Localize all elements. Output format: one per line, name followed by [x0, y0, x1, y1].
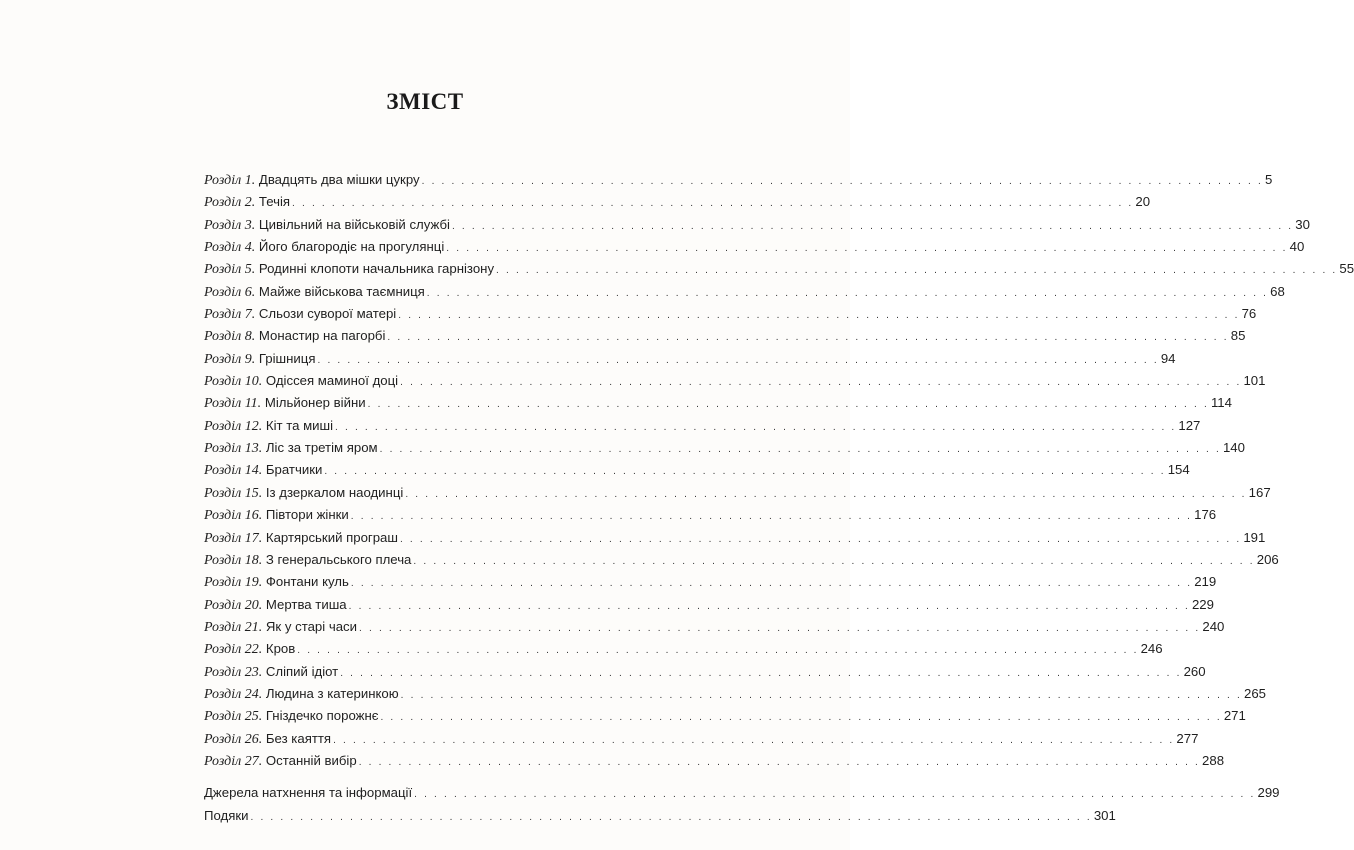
table-of-contents [204, 169, 1354, 827]
dot-leader: . . . . . . . . . . . . . . . . . . . . . . . . . . . . . . . . . . . . . . . . . . . . . . . . . . . . . . . . . . . . . . . . . . . . . . . . . . . . . . . . . . . . . [398, 310, 1240, 322]
chapter-prefix: Розділ 20. [204, 597, 263, 613]
chapter-title: Родинні клопоти начальника гарнізону [258, 261, 495, 277]
toc-entry-label [204, 705, 378, 728]
toc-entry-label [204, 638, 295, 661]
toc-entry-label [204, 191, 290, 214]
chapter-title: Джерела натхнення та інформації [204, 785, 413, 801]
dot-leader: . . . . . . . . . . . . . . . . . . . . . . . . . . . . . . . . . . . . . . . . . . . . . . . . . . . . . . . . . . . . . . . . . . . . . . . . . . . . . . . . . . . . . [317, 354, 1159, 366]
chapter-prefix: Розділ 9. [204, 351, 256, 367]
page-number: 40 [1289, 239, 1305, 255]
chapter-title: Без каяття [265, 730, 332, 746]
page-number: 246 [1140, 641, 1163, 657]
page-number: 240 [1202, 618, 1225, 634]
page-number: 191 [1243, 529, 1266, 545]
page-number: 5 [1264, 172, 1273, 187]
page-title: ЗМІСТ [386, 89, 464, 114]
chapter-title: Із дзеркалом наодинці [265, 484, 404, 500]
chapter-prefix: Розділ 4. [204, 240, 256, 256]
toc-chapter-row [204, 549, 1279, 571]
chapter-title: Картярський програш [265, 529, 398, 545]
chapter-prefix: Розділ 8. [204, 329, 256, 345]
toc-chapter-row [204, 415, 1201, 437]
toc-entry-label [204, 594, 347, 617]
chapter-title: Грішниця [258, 350, 316, 366]
toc-entry-label [204, 370, 398, 393]
chapter-prefix: Розділ 13. [204, 441, 263, 457]
chapter-title: Монастир на пагорбі [258, 328, 386, 344]
page-number: 299 [1257, 785, 1280, 801]
chapter-prefix: Розділ 14. [204, 463, 263, 479]
chapter-title: Мільйонер війни [264, 395, 366, 411]
chapter-title: Людина з катеринкою [265, 685, 399, 701]
dot-leader: . . . . . . . . . . . . . . . . . . . . . . . . . . . . . . . . . . . . . . . . . . . . . . . . . . . . . . . . . . . . . . . . . . . . . . . . . . . . . . . . . . . . . [359, 622, 1201, 634]
chapter-prefix: Розділ 25. [204, 709, 263, 725]
toc-entry-label [204, 571, 349, 594]
chapter-title: Фонтани куль [265, 574, 349, 590]
chapter-title: Останній вибір [265, 752, 357, 768]
toc-entry-label [204, 661, 338, 684]
dot-leader: . . . . . . . . . . . . . . . . . . . . . . . . . . . . . . . . . . . . . . . . . . . . . . . . . . . . . . . . . . . . . . . . . . . . . . . . . . . . . . . . . . . . . [367, 399, 1209, 411]
dot-leader: . . . . . . . . . . . . . . . . . . . . . . . . . . . . . . . . . . . . . . . . . . . . . . . . . . . . . . . . . . . . . . . . . . . . . . . . . . . . . . . . . . . . . [400, 689, 1242, 701]
toc-chapter-row [204, 236, 1305, 258]
dot-leader: . . . . . . . . . . . . . . . . . . . . . . . . . . . . . . . . . . . . . . . . . . . . . . . . . . . . . . . . . . . . . . . . . . . . . . . . . . . . . . . . . . . . . [413, 555, 1255, 567]
chapter-prefix: Розділ 22. [204, 642, 263, 658]
chapter-title: Мертва тиша [265, 596, 347, 612]
page-number: 101 [1243, 373, 1266, 389]
chapter-prefix: Розділ 16. [204, 508, 263, 524]
page-number: 277 [1176, 730, 1199, 746]
page-number: 68 [1270, 283, 1285, 299]
chapter-prefix: Розділ 1. [204, 173, 256, 188]
chapter-title: Братчики [265, 462, 323, 478]
chapter-title: Півтори жінки [265, 507, 349, 523]
page-number: 127 [1178, 417, 1201, 433]
toc-chapter-row [204, 571, 1217, 593]
page-number: 154 [1167, 462, 1190, 478]
dot-leader: . . . . . . . . . . . . . . . . . . . . . . . . . . . . . . . . . . . . . . . . . . . . . . . . . . . . . . . . . . . . . . . . . . . . . . . . . . . . . . . . . . . . . [335, 421, 1177, 433]
toc-chapter-row [204, 348, 1176, 370]
page-number: 301 [1093, 807, 1116, 823]
chapter-title: Майже військова таємниця [258, 283, 425, 299]
toc-entry-label [204, 392, 366, 415]
chapter-title: Двадцять два мішки цукру [258, 172, 420, 187]
toc-entry-label [204, 437, 378, 460]
dot-leader: . . . . . . . . . . . . . . . . . . . . . . . . . . . . . . . . . . . . . . . . . . . . . . . . . . . . . . . . . . . . . . . . . . . . . . . . . . . . . . . . . . . . . [297, 645, 1139, 657]
chapter-prefix: Розділ 6. [204, 284, 256, 300]
chapter-title: Сліпий ідіот [265, 663, 339, 679]
page-number: 219 [1194, 574, 1217, 590]
chapter-prefix: Розділ 18. [204, 552, 263, 568]
chapter-title: Цивільний на військовій службі [258, 216, 450, 232]
toc-chapter-row [204, 191, 1151, 213]
chapter-prefix: Розділ 5. [204, 262, 256, 278]
chapter-title: Гніздечко порожнє [265, 708, 379, 724]
dot-leader: . . . . . . . . . . . . . . . . . . . . . . . . . . . . . . . . . . . . . . . . . . . . . . . . . . . . . . . . . . . . . . . . . . . . . . . . . . . . . . . . . . . . . [340, 667, 1182, 679]
page-number: 229 [1191, 596, 1214, 612]
toc-entry-label [204, 236, 444, 259]
chapter-prefix: Розділ 10. [204, 374, 263, 390]
toc-chapter-row [204, 594, 1214, 616]
toc-chapter-row [204, 370, 1266, 392]
toc-entry-label [204, 258, 494, 281]
toc-chapter-row [204, 258, 1354, 280]
toc-chapter-row [204, 214, 1310, 236]
chapter-prefix: Розділ 21. [204, 619, 263, 635]
chapter-title: Сльози суворої матері [258, 306, 397, 322]
toc-chapter-row [204, 392, 1232, 414]
chapter-prefix: Розділ 7. [204, 307, 256, 323]
toc-chapter-row [204, 504, 1217, 526]
chapter-prefix: Розділ 23. [204, 664, 263, 680]
dot-leader: . . . . . . . . . . . . . . . . . . . . . . . . . . . . . . . . . . . . . . . . . . . . . . . . . . . . . . . . . . . . . . . . . . . . . . . . . . . . . . . . . . . . . [496, 265, 1338, 277]
page-number: 271 [1223, 708, 1246, 724]
dot-leader: . . . . . . . . . . . . . . . . . . . . . . . . . . . . . . . . . . . . . . . . . . . . . . . . . . . . . . . . . . . . . . . . . . . . . . . . . . . . . . . . . . . . . [414, 789, 1256, 801]
toc-entry-label [204, 348, 315, 371]
toc-entry-label [204, 325, 385, 348]
toc-chapter-row [204, 616, 1225, 638]
dot-leader: . . . . . . . . . . . . . . . . . . . . . . . . . . . . . . . . . . . . . . . . . . . . . . . . . . . . . . . . . . . . . . . . . . . . . . . . . . . . . . . . . . . . . [250, 811, 1092, 823]
page-number: 176 [1194, 507, 1217, 523]
toc-entry-label [204, 616, 357, 639]
dot-leader: . . . . . . . . . . . . . . . . . . . . . . . . . . . . . . . . . . . . . . . . . . . . . . . . . . . . . . . . . . . . . . . . . . . . . . . . . . . . . . . . . . . . . [399, 533, 1242, 545]
toc-entry-label [204, 527, 398, 550]
chapter-title: З генеральського плеча [265, 551, 412, 567]
toc-chapter-row [204, 728, 1199, 750]
toc-chapter-row [204, 661, 1206, 683]
dot-leader: . . . . . . . . . . . . . . . . . . . . . . . . . . . . . . . . . . . . . . . . . . . . . . . . . . . . . . . . . . . . . . . . . . . . . . . . . . . . . . . . . . . . . [379, 444, 1221, 456]
chapter-prefix: Розділ 12. [204, 418, 263, 434]
dot-leader: . . . . . . . . . . . . . . . . . . . . . . . . . . . . . . . . . . . . . . . . . . . . . . . . . . . . . . . . . . . . . . . . . . . . . . . . . . . . . . . . . . . . . [405, 488, 1247, 500]
toc-entry-label [204, 415, 333, 438]
chapter-prefix: Розділ 26. [204, 731, 263, 747]
toc-chapter-row [204, 281, 1285, 303]
dot-leader: . . . . . . . . . . . . . . . . . . . . . . . . . . . . . . . . . . . . . . . . . . . . . . . . . . . . . . . . . . . . . . . . . . . . . . . . . . . . . . . . . . . . . [292, 198, 1134, 210]
toc-entry-label [204, 683, 399, 706]
page-number: 76 [1241, 306, 1257, 322]
dot-leader: . . . . . . . . . . . . . . . . . . . . . . . . . . . . . . . . . . . . . . . . . . . . . . . . . . . . . . . . . . . . . . . . . . . . . . . . . . . . . . . . . . . . . [380, 712, 1222, 724]
toc-entry-label [204, 482, 403, 505]
toc-extra-row [204, 782, 1280, 804]
toc-chapter-row [204, 705, 1246, 727]
dot-leader: . . . . . . . . . . . . . . . . . . . . . . . . . . . . . . . . . . . . . . . . . . . . . . . . . . . . . . . . . . . . . . . . . . . . . . . . . . . . . . . . . . . . . [350, 578, 1193, 590]
chapter-prefix: Розділ 17. [204, 530, 263, 546]
chapter-prefix: Розділ 27. [204, 753, 263, 769]
toc-chapter-row [204, 325, 1246, 347]
toc-entry-label [204, 549, 411, 572]
chapter-title: Його благородіє на прогулянці [258, 239, 445, 255]
page-number: 55 [1339, 261, 1354, 277]
chapter-title: Кіт та миші [265, 417, 334, 433]
toc-entry-label [204, 169, 420, 192]
page-number: 140 [1222, 440, 1245, 456]
toc-chapter-row [204, 303, 1257, 325]
chapter-prefix: Розділ 19. [204, 575, 263, 591]
chapter-prefix: Розділ 3. [204, 217, 256, 233]
toc-entry-label [204, 782, 412, 804]
page-number: 288 [1202, 752, 1225, 768]
toc-entry-label [204, 728, 331, 751]
chapter-prefix: Розділ 24. [204, 686, 263, 702]
dot-leader: . . . . . . . . . . . . . . . . . . . . . . . . . . . . . . . . . . . . . . . . . . . . . . . . . . . . . . . . . . . . . . . . . . . . . . . . . . . . . . . . . . . . . [358, 756, 1201, 768]
page-number: 265 [1244, 685, 1267, 701]
dot-leader: . . . . . . . . . . . . . . . . . . . . . . . . . . . . . . . . . . . . . . . . . . . . . . . . . . . . . . . . . . . . . . . . . . . . . . . . . . . . . . . . . . . . . [333, 734, 1175, 746]
dot-leader: . . . . . . . . . . . . . . . . . . . . . . . . . . . . . . . . . . . . . . . . . . . . . . . . . . . . . . . . . . . . . . . . . . . . . . . . . . . . . . . . . . . . . [387, 332, 1229, 344]
dot-leader: . . . . . . . . . . . . . . . . . . . . . . . . . . . . . . . . . . . . . . . . . . . . . . . . . . . . . . . . . . . . . . . . . . . . . . . . . . . . . . . . . . . . . [348, 600, 1190, 612]
chapter-prefix: Розділ 11. [204, 396, 262, 412]
toc-chapter-row [204, 437, 1245, 459]
page-number: 20 [1135, 194, 1151, 210]
chapter-prefix: Розділ 15. [204, 485, 263, 501]
toc-chapter-row [204, 482, 1271, 504]
toc-entry-label [204, 281, 425, 304]
dot-leader: . . . . . . . . . . . . . . . . . . . . . . . . . . . . . . . . . . . . . . . . . . . . . . . . . . . . . . . . . . . . . . . . . . . . . . . . . . . . . . . . . . . . . [426, 287, 1269, 299]
page-number: 114 [1210, 395, 1232, 411]
chapter-title: Одіссея маминої доці [265, 373, 399, 389]
chapter-title: Подяки [204, 807, 249, 823]
toc-entry-label [204, 303, 396, 326]
page-number: 85 [1230, 328, 1246, 344]
toc-entry-label [204, 504, 349, 527]
toc-chapter-row [204, 750, 1225, 772]
dot-leader: . . . . . . . . . . . . . . . . . . . . . . . . . . . . . . . . . . . . . . . . . . . . . . . . . . . . . . . . . . . . . . . . . . . . . . . . . . . . . . . . . . . . . [400, 377, 1242, 389]
page-number: 30 [1295, 216, 1310, 232]
page-number: 260 [1183, 663, 1206, 679]
chapter-prefix: Розділ 2. [204, 195, 256, 211]
chapter-title: Течія [258, 194, 291, 210]
chapter-title: Ліс за третім яром [265, 440, 378, 456]
toc-entry-label [204, 750, 357, 773]
page-number: 94 [1160, 350, 1176, 366]
page-number: 167 [1248, 484, 1271, 500]
toc-chapter-row [204, 459, 1190, 481]
chapter-title: Як у старі часи [265, 618, 358, 634]
dot-leader: . . . . . . . . . . . . . . . . . . . . . . . . . . . . . . . . . . . . . . . . . . . . . . . . . . . . . . . . . . . . . . . . . . . . . . . . . . . . . . . . . . . . . [324, 466, 1166, 478]
toc-chapter-row [204, 169, 1273, 191]
toc-chapter-row [204, 683, 1267, 705]
dot-leader: . . . . . . . . . . . . . . . . . . . . . . . . . . . . . . . . . . . . . . . . . . . . . . . . . . . . . . . . . . . . . . . . . . . . . . . . . . . . . . . . . . . . . [446, 243, 1288, 255]
toc-entry-label [204, 805, 249, 827]
chapter-title: Кров [265, 641, 296, 657]
toc-entry-label [204, 459, 322, 482]
dot-leader: . . . . . . . . . . . . . . . . . . . . . . . . . . . . . . . . . . . . . . . . . . . . . . . . . . . . . . . . . . . . . . . . . . . . . . . . . . . . . . . . . . . . . [451, 220, 1294, 232]
toc-chapter-row [204, 527, 1266, 549]
toc-chapter-row [204, 638, 1163, 660]
dot-leader: . . . . . . . . . . . . . . . . . . . . . . . . . . . . . . . . . . . . . . . . . . . . . . . . . . . . . . . . . . . . . . . . . . . . . . . . . . . . . . . . . . . . . [421, 176, 1263, 187]
page-number: 206 [1256, 551, 1279, 567]
toc-extra-row [204, 805, 1116, 827]
toc-entry-label [204, 214, 450, 237]
dot-leader: . . . . . . . . . . . . . . . . . . . . . . . . . . . . . . . . . . . . . . . . . . . . . . . . . . . . . . . . . . . . . . . . . . . . . . . . . . . . . . . . . . . . . [350, 511, 1193, 523]
